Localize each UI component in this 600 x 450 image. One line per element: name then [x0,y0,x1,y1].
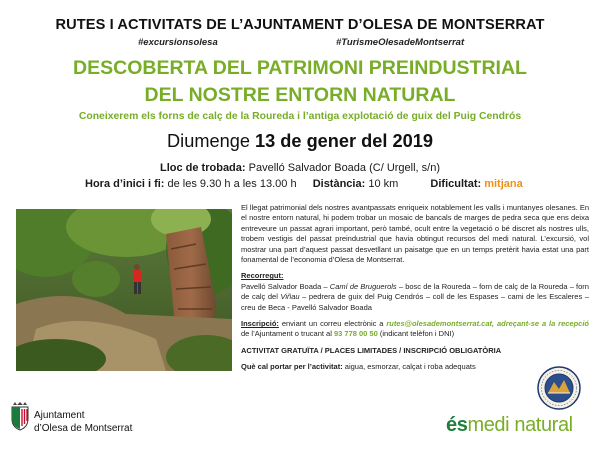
distance-label: Distància: [312,178,366,190]
route-part: – bosc de la Roureda – forn de calç de la Roureda – forn de calç del [241,281,589,302]
signup-text: (indicant telèfon i DNI) [377,329,455,339]
difficulty-label: Dificultat: [430,178,482,190]
route-title: Recorregut: [241,271,284,281]
route-part: – pedrera de guix del Puig Cendrós – coll de les Espases – cami de les Escaleres – creu de Beca - Pavelló Salvador Boada [241,292,589,312]
meeting-value: Pavelló Salvador Boada (C/ Urgell, s/n) [248,162,440,174]
date-value: 13 de gener del 2019 [255,131,433,151]
time-value: de les 9.30 h a les 13.00 h [167,178,297,190]
route-part: Pavelló Salvador Boada – [241,281,330,291]
signup-phone[interactable]: 93 778 00 50 [333,329,378,339]
description-block [241,203,589,379]
centre-excursionista-seal-icon [537,366,581,410]
brand-medi-natural: medi natural [467,414,573,436]
photo-illustration [16,209,232,371]
free-activity-notice: ACTIVITAT GRATUÏTA / PLACES LIMITADES / INSCRIPCIÓ OBLIGATÒRIA [241,345,502,355]
signup-title: Inscripció: [241,319,279,329]
intro-paragraph: El llegat patrimonial dels nostres avantpassats enriqueix notablement les valls i muntanyes olesanes. En el nostre entorn natural, hi podem trobar un mosaic de bancals de marges de pedra seca que ens deixa entreveure un passat agrari important, però també, ocult entre la vegetació o bé discret als nostres ulls, trobem vestigis del passat preindustrial que havia obtingut recursos del medi natural. L’excursió, vol mostrar una part d’aquest passat desvetllant un paisatge que en un temps pretèrit havia estat una part fonamental de l’economia d’Olesa de Montserrat. [241,203,589,265]
route-path-name: Camí de Bruguerols [329,281,397,291]
event-title-line-1: DESCOBERTA DEL PATRIMONI PREINDUSTRIAL [73,57,527,79]
date-prefix: Diumenge [167,131,250,151]
meeting-label: Lloc de trobada: [160,162,246,174]
event-title-line-2: DEL NOSTRE ENTORN NATURAL [144,84,456,106]
signup-email-link[interactable]: rutes@olesademontserrat.cat, adreçant-se a la recepció [386,319,590,329]
difficulty-value: mitjana [484,178,523,190]
ajuntament-name-line-2: d’Olesa de Montserrat [34,423,133,434]
event-subtitle: Coneixerem els forns de calç de la Roureda i l’antiga explotació de guix del Puig Cendrós [78,111,522,122]
route-paragraph [241,282,589,313]
event-details-line [85,178,523,190]
es-medi-natural-logo [446,414,573,437]
header-title: RUTES I ACTIVITATS DE L’AJUNTAMENT D’OLESA DE MONTSERRAT [55,17,545,33]
time-label: Hora d’inici i fi: [85,178,165,190]
brand-es: és [446,414,468,436]
bring-label: Què cal portar per l’activitat: [241,362,343,372]
hashtag-excursions[interactable]: #excursionsolesa [138,37,218,48]
bring-value: aigua, esmorzar, calçat i roba adequats [342,362,476,372]
meeting-point [0,162,600,174]
signup-paragraph [241,319,589,340]
ajuntament-name-line-1: Ajuntament [34,410,85,421]
distance-value: 10 km [368,178,399,190]
hashtag-tourism[interactable]: #TurismeOlesadeMontserrat [336,37,465,48]
event-date [0,131,600,152]
route-place-name: Viñau [280,292,300,302]
municipal-coat-of-arms-icon [9,401,31,431]
signup-text: enviant un correu electrònic a [278,319,387,329]
signup-text: de l’Ajuntament o trucant al [241,329,334,339]
forest-ruins-photo [16,209,232,371]
